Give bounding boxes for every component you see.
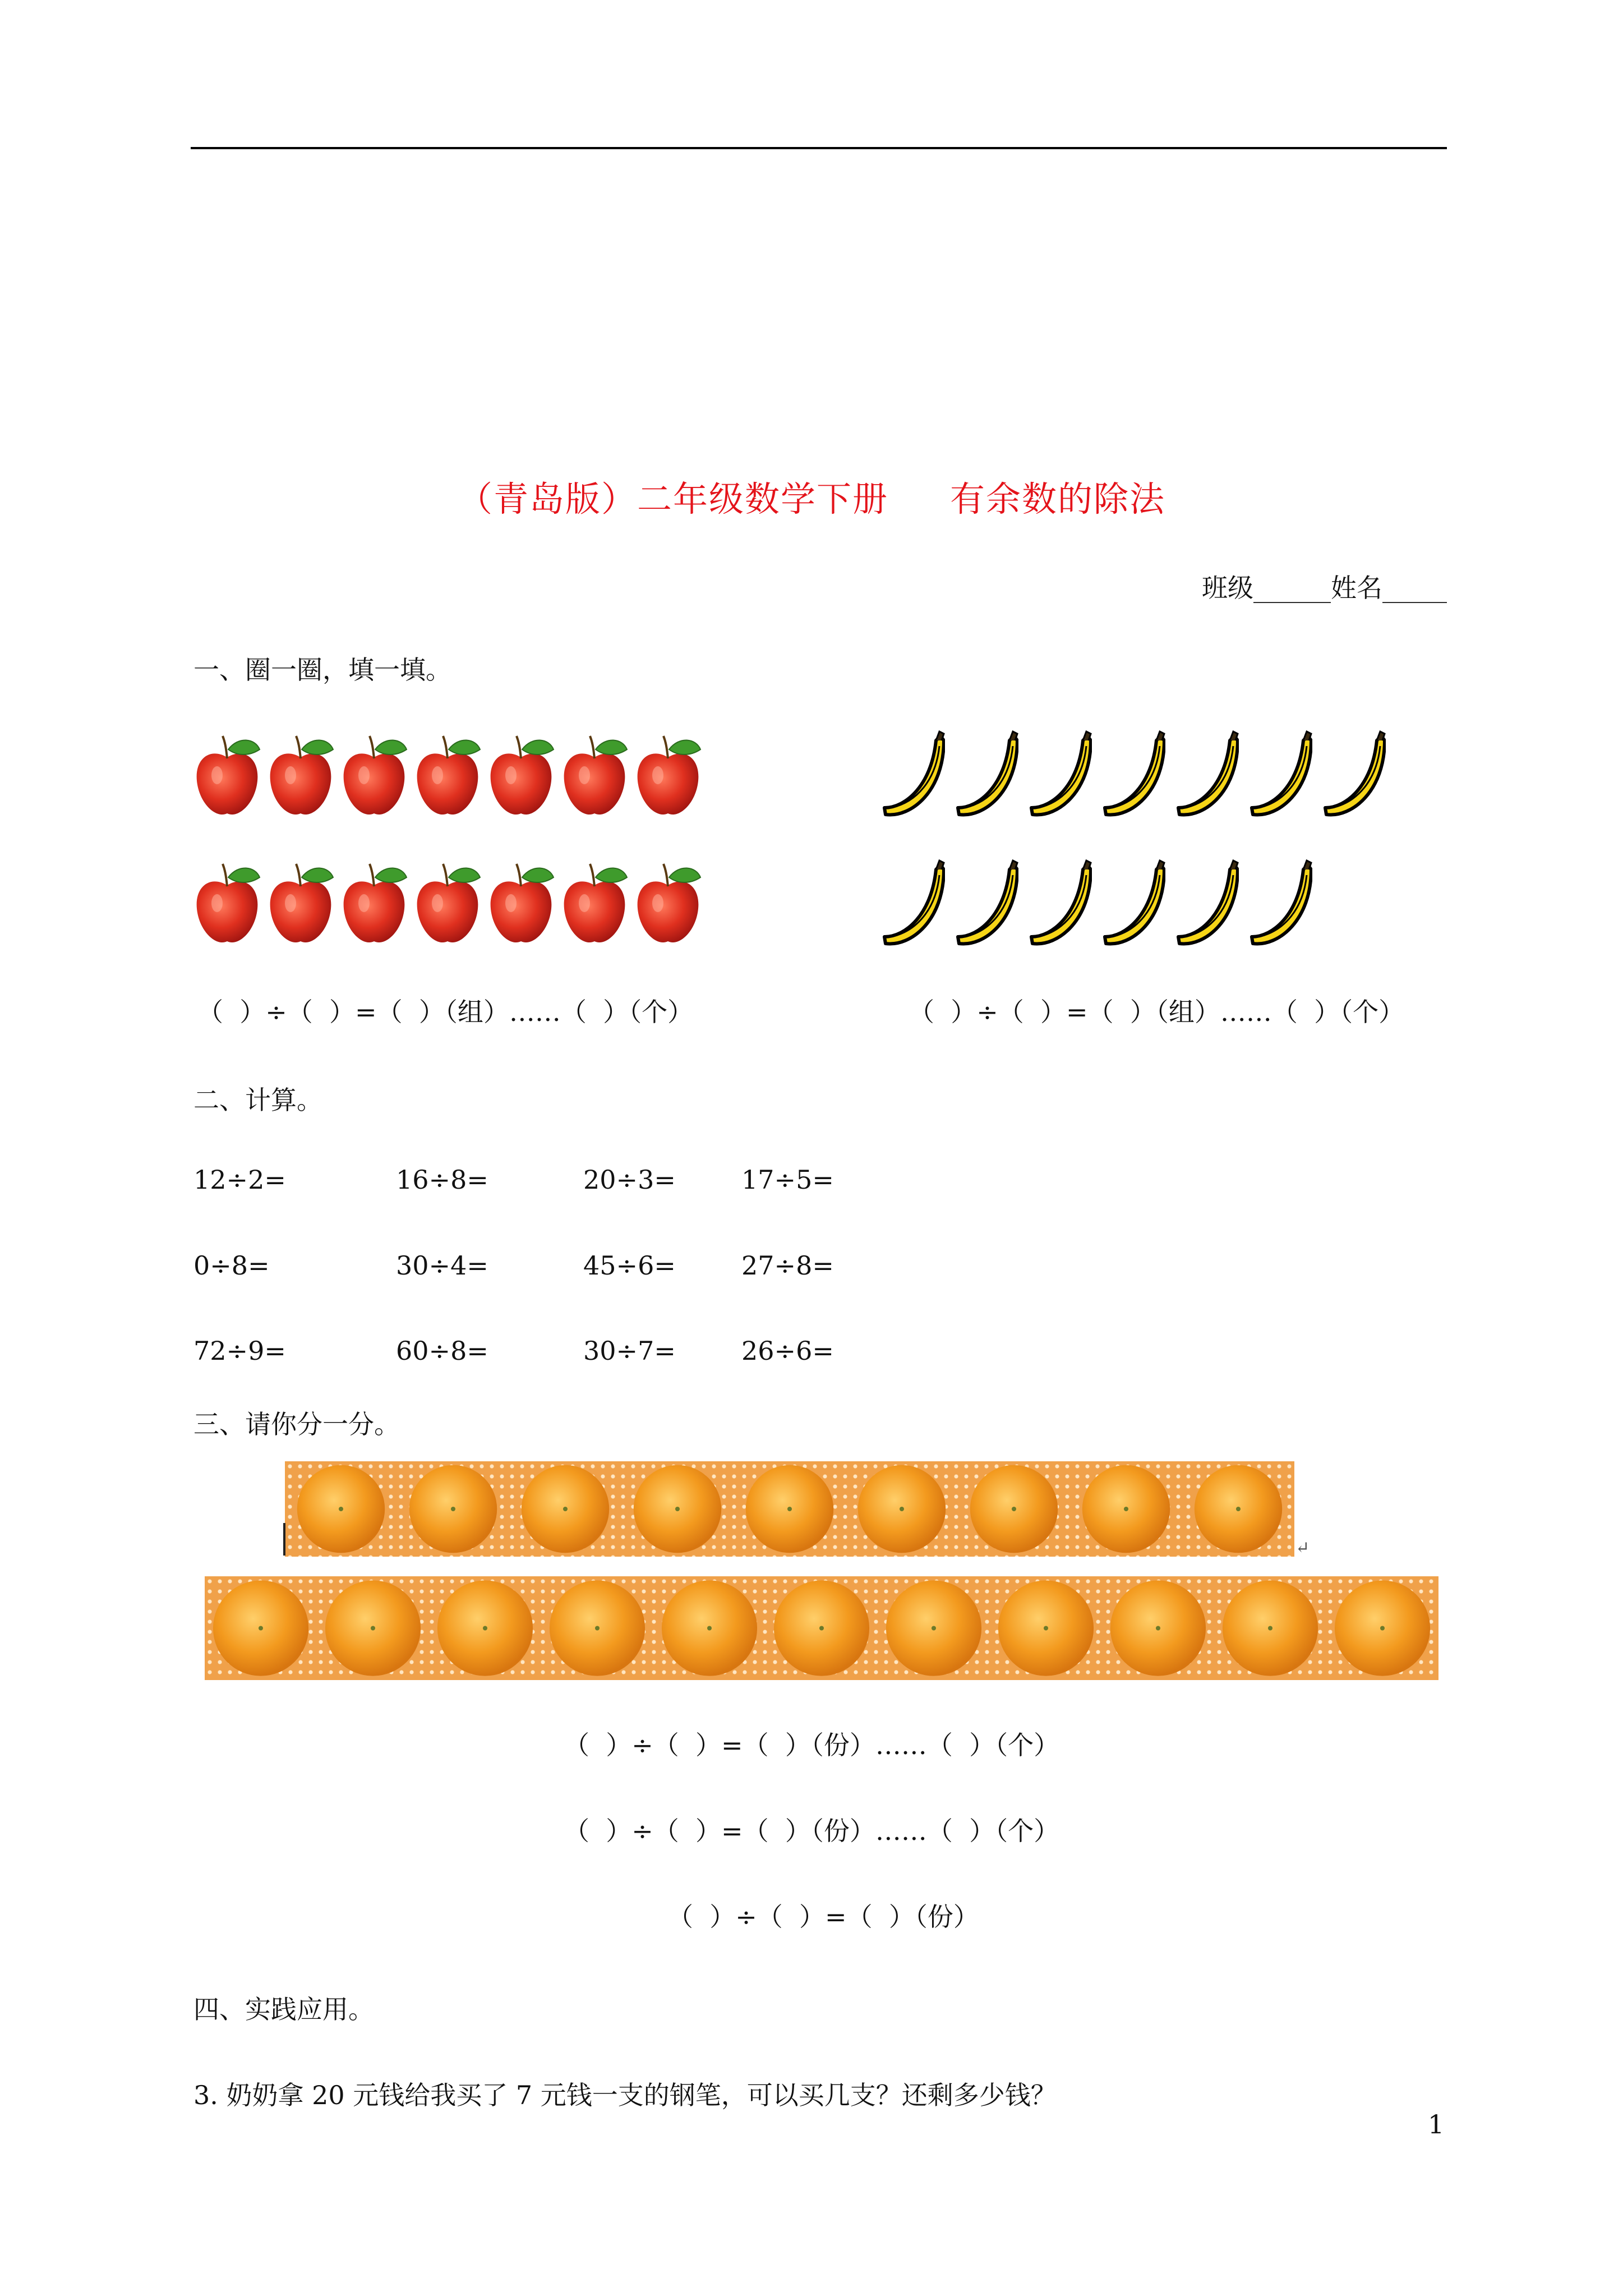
- calc-item: 16÷8=: [396, 1165, 488, 1195]
- banana-icon: [1098, 853, 1165, 948]
- banana-icon: [1098, 724, 1165, 819]
- title-main: （青岛版）二年级数学下册: [457, 478, 888, 519]
- apple-icon: [561, 725, 628, 820]
- calc-item: 12÷2=: [193, 1165, 286, 1195]
- orange-icon: [878, 1576, 990, 1680]
- orange-icon: [1214, 1576, 1326, 1680]
- orange-icon: [621, 1461, 734, 1557]
- section1-fill-right: （ ）÷（ ）=（ ）（组）……（ ）（个）: [909, 997, 1405, 1027]
- paragraph-mark-icon: ↵: [1295, 1538, 1310, 1558]
- apple-icon: [634, 725, 702, 820]
- section3-heading: 三、请你分一分。: [193, 1409, 400, 1439]
- banana-icon: [1245, 853, 1312, 948]
- calc-item: 45÷6=: [583, 1250, 676, 1281]
- banana-icon: [1245, 724, 1312, 819]
- apple-icon: [267, 725, 334, 820]
- banana-icon: [1172, 853, 1239, 948]
- calc-item: 26÷6=: [741, 1336, 834, 1366]
- apple-icon: [340, 853, 408, 948]
- orange-icon: [429, 1576, 541, 1680]
- orange-icon: [317, 1576, 429, 1680]
- orange-row-1: [285, 1461, 1294, 1557]
- calc-item: 0÷8=: [193, 1250, 270, 1281]
- calc-item: 60÷8=: [396, 1336, 488, 1366]
- banana-icon: [878, 724, 945, 819]
- section3-fill-3: （ ）÷（ ）=（ ）（份）: [667, 1902, 979, 1932]
- orange-icon: [653, 1576, 766, 1680]
- apple-icon: [561, 853, 628, 948]
- section3-fill-2: （ ）÷（ ）=（ ）（份）……（ ）（个）: [564, 1816, 1060, 1846]
- calc-item: 30÷4=: [396, 1250, 488, 1281]
- banana-icon: [1172, 724, 1239, 819]
- orange-icon: [1182, 1461, 1294, 1557]
- banana-icon: [878, 853, 945, 948]
- orange-icon: [397, 1461, 509, 1557]
- orange-icon: [1070, 1461, 1182, 1557]
- calc-item: 20÷3=: [583, 1165, 676, 1195]
- apple-icon: [340, 725, 408, 820]
- apple-icon: [487, 725, 555, 820]
- orange-icon: [846, 1461, 958, 1557]
- section1-heading: 一、圈一圈，填一填。: [193, 655, 451, 685]
- apple-icon: [634, 853, 702, 948]
- section2-heading: 二、计算。: [193, 1085, 322, 1115]
- orange-icon: [509, 1461, 621, 1557]
- orange-icon: [734, 1461, 846, 1557]
- class-name-line: 班级______姓名_____: [1202, 573, 1447, 603]
- orange-icon: [1102, 1576, 1214, 1680]
- calc-item: 30÷7=: [583, 1336, 676, 1366]
- banana-icon: [1025, 724, 1092, 819]
- orange-icon: [766, 1576, 878, 1680]
- banana-icon: [951, 853, 1018, 948]
- banana-row-2: [878, 853, 1318, 948]
- orange-icon: [958, 1461, 1070, 1557]
- apple-icon: [414, 725, 481, 820]
- banana-icon: [1318, 724, 1386, 819]
- section4-question: 3. 奶奶拿 20 元钱给我买了 7 元钱一支的钢笔，可以买几支？还剩多少钱？: [193, 2080, 1057, 2110]
- apple-row-2: [193, 853, 708, 948]
- section1-fill-left: （ ）÷（ ）=（ ）（组）……（ ）（个）: [197, 997, 694, 1027]
- header-rule: [191, 147, 1447, 149]
- apple-row-1: [193, 725, 708, 820]
- orange-icon: [541, 1576, 653, 1680]
- orange-icon: [1326, 1576, 1438, 1680]
- calc-item: 27÷8=: [741, 1250, 834, 1281]
- orange-icon: [285, 1461, 397, 1557]
- banana-icon: [1025, 853, 1092, 948]
- page-title: [0, 471, 1623, 521]
- orange-row-2: [205, 1576, 1438, 1680]
- page-number: 1: [1428, 2109, 1445, 2139]
- banana-row-1: [878, 724, 1392, 819]
- orange-icon: [990, 1576, 1102, 1680]
- title-topic: 有余数的除法: [950, 478, 1166, 519]
- banana-icon: [951, 724, 1018, 819]
- text-cursor: [283, 1523, 285, 1556]
- apple-icon: [267, 853, 334, 948]
- apple-icon: [414, 853, 481, 948]
- apple-icon: [193, 853, 261, 948]
- apple-icon: [487, 853, 555, 948]
- calc-item: 72÷9=: [193, 1336, 286, 1366]
- calc-item: 17÷5=: [741, 1165, 834, 1195]
- section4-heading: 四、实践应用。: [193, 1994, 374, 2024]
- orange-icon: [205, 1576, 317, 1680]
- section3-fill-1: （ ）÷（ ）=（ ）（份）……（ ）（个）: [564, 1730, 1060, 1760]
- apple-icon: [193, 725, 261, 820]
